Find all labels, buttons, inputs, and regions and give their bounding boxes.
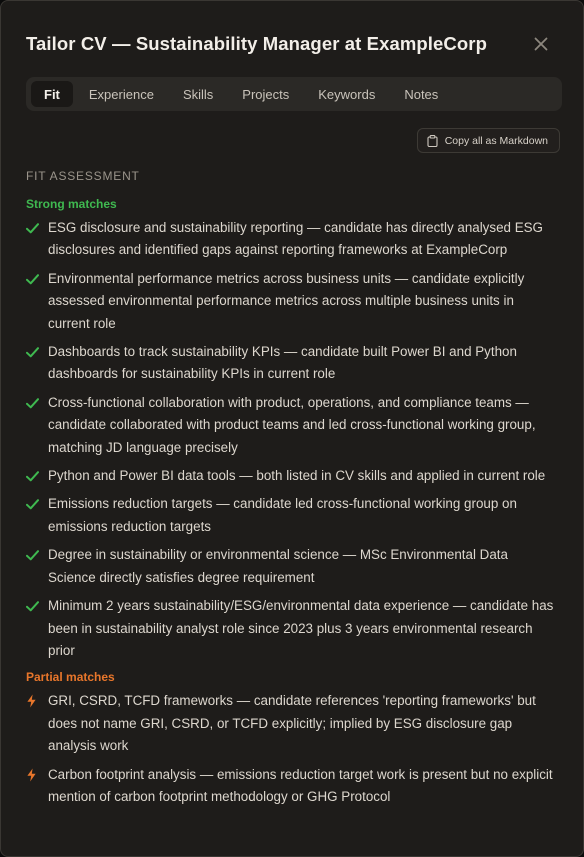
list-item <box>26 595 556 662</box>
tab-keywords[interactable]: Keywords <box>318 86 376 102</box>
list-item-text: Emissions reduction targets — candidate led cross-functional working group on emissions reduction targets <box>48 496 517 534</box>
tab-skills[interactable]: Skills <box>182 86 214 102</box>
list-item <box>26 341 556 386</box>
check-icon <box>26 268 48 335</box>
check-icon <box>26 341 48 386</box>
list-item-text: Carbon footprint analysis — emissions reduction target work is present but no explicit mention of carbon footprint methodology or GHG Protocol <box>48 766 553 804</box>
list-item <box>26 544 556 589</box>
clipboard-icon <box>427 135 438 147</box>
list-item-text: Python and Power BI data tools — both listed in CV skills and applied in current role <box>48 468 546 484</box>
bolt-icon <box>26 690 48 757</box>
partial-matches-list <box>26 690 556 808</box>
check-icon <box>26 392 48 459</box>
list-item-text: Degree in sustainability or environmental science — MSc Environmental Data Science directly satisfies degree requirement <box>48 547 508 585</box>
check-icon <box>26 465 48 487</box>
list-item <box>26 268 556 335</box>
list-item <box>26 493 556 538</box>
list-item-text: Environmental performance metrics across business units — candidate explicitly assessed environmental performance metrics across multiple business units in current role <box>48 270 525 331</box>
list-item-text: Cross-functional collaboration with product, operations, and compliance teams — candidate collaborated with product teams and led cross-functional working group, matching JD language precisely <box>48 394 536 455</box>
bolt-icon <box>26 764 48 809</box>
close-button[interactable] <box>529 32 553 56</box>
tab-bar <box>26 77 562 111</box>
copy-markdown-label: Copy all as Markdown <box>444 134 548 147</box>
tab-fit[interactable]: Fit <box>31 81 73 107</box>
check-icon <box>26 217 48 262</box>
list-item-text: GRI, CSRD, TCFD frameworks — candidate references 'reporting frameworks' but does not name GRI, CSRD, or TCFD explicitly; implied by ESG disclosure gap analysis work <box>48 693 536 754</box>
copy-markdown-button[interactable] <box>417 128 560 153</box>
check-icon <box>26 493 48 538</box>
dialog-header <box>26 32 563 56</box>
list-item <box>26 217 556 262</box>
partial-matches-title: Partial matches <box>26 670 115 685</box>
tab-projects[interactable]: Projects <box>242 86 290 102</box>
strong-matches-list <box>26 217 556 662</box>
section-title: FIT ASSESSMENT <box>26 169 140 183</box>
list-item <box>26 764 556 809</box>
list-item-text: Dashboards to track sustainability KPIs — candidate built Power BI and Python dashboards for sustainability KPIs in current role <box>48 344 517 382</box>
list-item <box>26 392 556 459</box>
list-item <box>26 465 556 487</box>
fit-assessment-panel <box>26 169 556 814</box>
tab-experience[interactable]: Experience <box>88 86 154 102</box>
list-item-text: ESG disclosure and sustainability reporting — candidate has directly analysed ESG disclosures and identified gaps against reporting frameworks at ExampleCorp <box>48 220 543 258</box>
dialog-title: Tailor CV — Sustainability Manager at ExampleCorp <box>26 33 487 54</box>
strong-matches-title: Strong matches <box>26 197 117 211</box>
tab-notes[interactable]: Notes <box>404 86 439 102</box>
check-icon <box>26 595 48 662</box>
list-item-text: Minimum 2 years sustainability/ESG/environmental data experience — candidate has been in sustainability analyst role since 2023 plus 3 years environmental research prior <box>48 598 554 658</box>
check-icon <box>26 544 48 589</box>
list-item <box>26 690 556 757</box>
close-icon <box>534 37 548 51</box>
